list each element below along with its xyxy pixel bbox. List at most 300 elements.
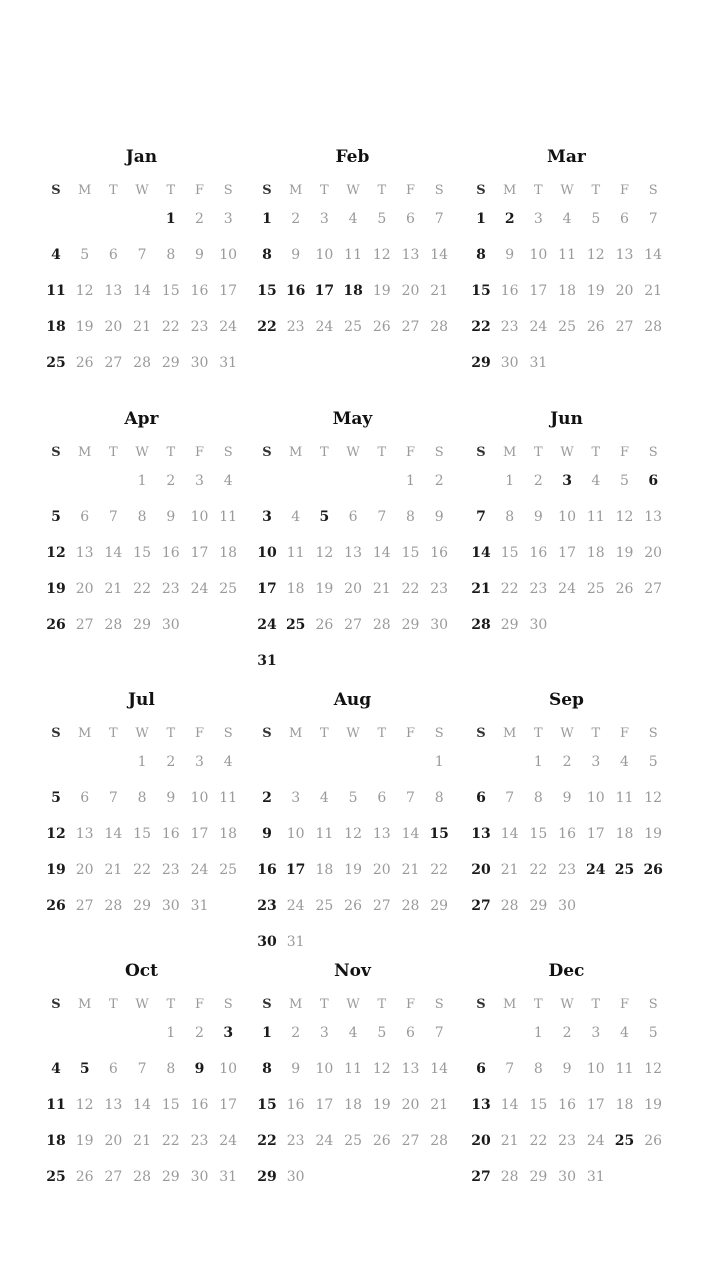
day-cell[interactable]: 27 bbox=[615, 319, 634, 335]
day-cell[interactable]: 14 bbox=[372, 545, 391, 561]
day-cell[interactable]: 19 bbox=[46, 581, 66, 597]
day-cell[interactable]: 29 bbox=[401, 617, 420, 633]
day-cell[interactable]: 12 bbox=[644, 790, 663, 806]
day-cell[interactable]: 26 bbox=[344, 898, 362, 914]
day-cell[interactable]: 12 bbox=[75, 283, 94, 299]
day-cell[interactable]: 3 bbox=[223, 211, 233, 227]
day-cell[interactable]: 4 bbox=[51, 247, 61, 263]
day-cell[interactable]: 28 bbox=[104, 617, 123, 633]
day-cell[interactable]: 18 bbox=[46, 1133, 66, 1149]
day-cell[interactable]: 10 bbox=[219, 247, 238, 263]
day-cell[interactable]: 25 bbox=[46, 1169, 66, 1185]
day-cell[interactable]: 4 bbox=[620, 1025, 629, 1041]
day-cell[interactable]: 7 bbox=[377, 509, 387, 525]
day-cell[interactable]: 21 bbox=[430, 1097, 449, 1113]
day-cell[interactable]: 10 bbox=[586, 790, 605, 806]
day-cell[interactable]: 15 bbox=[161, 283, 180, 299]
day-cell[interactable]: 16 bbox=[529, 545, 548, 561]
day-cell[interactable]: 1 bbox=[406, 473, 415, 489]
day-cell[interactable]: 27 bbox=[372, 898, 391, 914]
day-cell[interactable]: 12 bbox=[46, 826, 66, 842]
day-cell[interactable]: 12 bbox=[586, 247, 605, 263]
day-cell[interactable]: 16 bbox=[558, 1097, 576, 1113]
day-cell[interactable]: 6 bbox=[108, 247, 118, 263]
day-cell[interactable]: 13 bbox=[104, 1097, 123, 1113]
day-cell[interactable]: 16 bbox=[430, 545, 449, 561]
day-cell[interactable]: 20 bbox=[372, 862, 391, 878]
day-cell[interactable]: 10 bbox=[286, 826, 305, 842]
day-cell[interactable]: 23 bbox=[529, 581, 548, 597]
day-cell[interactable]: 7 bbox=[137, 1061, 147, 1077]
day-cell[interactable]: 8 bbox=[166, 1061, 176, 1077]
day-cell[interactable]: 2 bbox=[166, 473, 176, 489]
day-cell[interactable]: 1 bbox=[533, 1025, 543, 1041]
day-cell[interactable]: 21 bbox=[133, 1133, 151, 1149]
day-cell[interactable]: 5 bbox=[591, 211, 601, 227]
day-cell[interactable]: 30 bbox=[500, 355, 519, 371]
day-cell[interactable]: 30 bbox=[257, 934, 277, 950]
day-cell[interactable]: 11 bbox=[46, 283, 66, 299]
day-cell[interactable]: 19 bbox=[615, 545, 634, 561]
day-cell[interactable]: 13 bbox=[644, 509, 663, 525]
day-cell[interactable]: 9 bbox=[166, 509, 176, 525]
day-cell[interactable]: 22 bbox=[529, 1133, 548, 1149]
day-cell[interactable]: 7 bbox=[108, 790, 118, 806]
day-cell[interactable]: 20 bbox=[471, 862, 491, 878]
day-cell[interactable]: 1 bbox=[137, 473, 147, 489]
day-cell[interactable]: 18 bbox=[344, 1097, 362, 1113]
day-cell[interactable]: 15 bbox=[429, 826, 449, 842]
day-cell[interactable]: 6 bbox=[648, 473, 659, 489]
day-cell[interactable]: 29 bbox=[133, 898, 151, 914]
day-cell[interactable]: 11 bbox=[344, 1061, 362, 1077]
day-cell[interactable]: 18 bbox=[286, 581, 305, 597]
day-cell[interactable]: 17 bbox=[257, 581, 277, 597]
day-cell[interactable]: 13 bbox=[471, 1097, 491, 1113]
day-cell[interactable]: 25 bbox=[344, 319, 362, 335]
day-cell[interactable]: 3 bbox=[262, 509, 272, 525]
day-cell[interactable]: 5 bbox=[348, 790, 358, 806]
day-cell[interactable]: 18 bbox=[586, 545, 605, 561]
day-cell[interactable]: 17 bbox=[219, 1097, 238, 1113]
day-cell[interactable]: 15 bbox=[529, 1097, 548, 1113]
day-cell[interactable]: 22 bbox=[257, 319, 277, 335]
day-cell[interactable]: 11 bbox=[586, 509, 605, 525]
day-cell[interactable]: 5 bbox=[51, 509, 61, 525]
day-cell[interactable]: 20 bbox=[644, 545, 663, 561]
day-cell[interactable]: 12 bbox=[46, 545, 66, 561]
day-cell[interactable]: 21 bbox=[644, 283, 663, 299]
day-cell[interactable]: 13 bbox=[401, 247, 420, 263]
day-cell[interactable]: 8 bbox=[137, 790, 147, 806]
day-cell[interactable]: 25 bbox=[614, 862, 635, 878]
day-cell[interactable]: 31 bbox=[190, 898, 209, 914]
day-cell[interactable]: 9 bbox=[505, 247, 515, 263]
day-cell[interactable]: 24 bbox=[315, 1133, 334, 1149]
day-cell[interactable]: 14 bbox=[500, 1097, 519, 1113]
day-cell[interactable]: 7 bbox=[648, 211, 658, 227]
day-cell[interactable]: 12 bbox=[372, 247, 391, 263]
day-cell[interactable]: 27 bbox=[401, 1133, 420, 1149]
day-cell[interactable]: 8 bbox=[505, 509, 515, 525]
day-cell[interactable]: 11 bbox=[615, 790, 634, 806]
day-cell[interactable]: 22 bbox=[529, 862, 548, 878]
day-cell[interactable]: 11 bbox=[286, 545, 305, 561]
day-cell[interactable]: 7 bbox=[434, 1025, 444, 1041]
day-cell[interactable]: 1 bbox=[434, 754, 444, 770]
day-cell[interactable]: 19 bbox=[372, 1097, 391, 1113]
day-cell[interactable]: 29 bbox=[161, 1169, 180, 1185]
day-cell[interactable]: 7 bbox=[505, 1061, 515, 1077]
day-cell[interactable]: 26 bbox=[46, 617, 66, 633]
day-cell[interactable]: 19 bbox=[315, 581, 334, 597]
day-cell[interactable]: 3 bbox=[591, 754, 601, 770]
day-cell[interactable]: 19 bbox=[75, 1133, 94, 1149]
day-cell[interactable]: 3 bbox=[591, 1025, 601, 1041]
day-cell[interactable]: 5 bbox=[319, 509, 330, 525]
day-cell[interactable]: 13 bbox=[75, 826, 94, 842]
day-cell[interactable]: 26 bbox=[75, 1169, 94, 1185]
day-cell[interactable]: 2 bbox=[562, 754, 572, 770]
day-cell[interactable]: 17 bbox=[315, 1097, 334, 1113]
day-cell[interactable]: 31 bbox=[257, 653, 277, 669]
day-cell[interactable]: 29 bbox=[161, 355, 180, 371]
day-cell[interactable]: 18 bbox=[219, 826, 238, 842]
day-cell[interactable]: 21 bbox=[104, 862, 123, 878]
day-cell[interactable]: 3 bbox=[319, 1025, 329, 1041]
day-cell[interactable]: 17 bbox=[314, 283, 335, 299]
day-cell[interactable]: 22 bbox=[161, 1133, 180, 1149]
day-cell[interactable]: 13 bbox=[401, 1061, 420, 1077]
day-cell[interactable]: 24 bbox=[529, 319, 548, 335]
day-cell[interactable]: 4 bbox=[591, 473, 601, 489]
day-cell[interactable]: 22 bbox=[471, 319, 491, 335]
day-cell[interactable]: 10 bbox=[558, 509, 576, 525]
day-cell[interactable]: 14 bbox=[133, 1097, 151, 1113]
day-cell[interactable]: 16 bbox=[558, 826, 576, 842]
day-cell[interactable]: 6 bbox=[406, 211, 415, 227]
day-cell[interactable]: 24 bbox=[315, 319, 334, 335]
day-cell[interactable]: 15 bbox=[257, 283, 277, 299]
day-cell[interactable]: 23 bbox=[286, 319, 305, 335]
day-cell[interactable]: 28 bbox=[133, 1169, 151, 1185]
day-cell[interactable]: 29 bbox=[257, 1169, 277, 1185]
day-cell[interactable]: 3 bbox=[319, 211, 329, 227]
day-cell[interactable]: 2 bbox=[195, 211, 204, 227]
day-cell[interactable]: 28 bbox=[430, 319, 449, 335]
day-cell[interactable]: 26 bbox=[75, 355, 94, 371]
day-cell[interactable]: 5 bbox=[377, 211, 387, 227]
day-cell[interactable]: 24 bbox=[219, 319, 238, 335]
day-cell[interactable]: 9 bbox=[262, 826, 272, 842]
day-cell[interactable]: 24 bbox=[219, 1133, 238, 1149]
day-cell[interactable]: 26 bbox=[615, 581, 634, 597]
day-cell[interactable]: 9 bbox=[434, 509, 444, 525]
day-cell[interactable]: 28 bbox=[500, 1169, 519, 1185]
day-cell[interactable]: 27 bbox=[104, 355, 123, 371]
day-cell[interactable]: 19 bbox=[586, 283, 605, 299]
day-cell[interactable]: 13 bbox=[344, 545, 362, 561]
day-cell[interactable]: 17 bbox=[558, 545, 576, 561]
day-cell[interactable]: 4 bbox=[348, 1025, 358, 1041]
day-cell[interactable]: 19 bbox=[344, 862, 362, 878]
day-cell[interactable]: 16 bbox=[500, 283, 519, 299]
day-cell[interactable]: 26 bbox=[586, 319, 605, 335]
day-cell[interactable]: 6 bbox=[108, 1061, 118, 1077]
day-cell[interactable]: 1 bbox=[166, 1025, 176, 1041]
day-cell[interactable]: 3 bbox=[195, 473, 204, 489]
day-cell[interactable]: 6 bbox=[620, 211, 629, 227]
day-cell[interactable]: 24 bbox=[286, 898, 305, 914]
day-cell[interactable]: 4 bbox=[562, 211, 572, 227]
day-cell[interactable]: 28 bbox=[133, 355, 151, 371]
day-cell[interactable]: 18 bbox=[343, 283, 363, 299]
day-cell[interactable]: 4 bbox=[620, 754, 629, 770]
day-cell[interactable]: 11 bbox=[219, 790, 238, 806]
day-cell[interactable]: 6 bbox=[348, 509, 358, 525]
day-cell[interactable]: 12 bbox=[344, 826, 362, 842]
day-cell[interactable]: 5 bbox=[648, 1025, 658, 1041]
day-cell[interactable]: 15 bbox=[500, 545, 519, 561]
day-cell[interactable]: 15 bbox=[401, 545, 420, 561]
day-cell[interactable]: 17 bbox=[285, 862, 306, 878]
day-cell[interactable]: 16 bbox=[161, 826, 180, 842]
day-cell[interactable]: 20 bbox=[75, 862, 94, 878]
day-cell[interactable]: 25 bbox=[344, 1133, 362, 1149]
day-cell[interactable]: 2 bbox=[262, 790, 272, 806]
day-cell[interactable]: 18 bbox=[315, 862, 334, 878]
day-cell[interactable]: 13 bbox=[104, 283, 123, 299]
day-cell[interactable]: 16 bbox=[161, 545, 180, 561]
day-cell[interactable]: 4 bbox=[223, 754, 233, 770]
day-cell[interactable]: 8 bbox=[262, 247, 272, 263]
day-cell[interactable]: 8 bbox=[166, 247, 176, 263]
day-cell[interactable]: 2 bbox=[533, 473, 543, 489]
day-cell[interactable]: 26 bbox=[46, 898, 66, 914]
day-cell[interactable]: 24 bbox=[586, 862, 606, 878]
day-cell[interactable]: 2 bbox=[291, 1025, 301, 1041]
day-cell[interactable]: 7 bbox=[108, 509, 118, 525]
day-cell[interactable]: 23 bbox=[430, 581, 449, 597]
day-cell[interactable]: 1 bbox=[505, 473, 515, 489]
day-cell[interactable]: 12 bbox=[615, 509, 634, 525]
day-cell[interactable]: 11 bbox=[558, 247, 576, 263]
day-cell[interactable]: 20 bbox=[104, 1133, 123, 1149]
day-cell[interactable]: 22 bbox=[133, 862, 151, 878]
day-cell[interactable]: 6 bbox=[80, 509, 90, 525]
day-cell[interactable]: 11 bbox=[615, 1061, 634, 1077]
day-cell[interactable]: 25 bbox=[586, 581, 605, 597]
day-cell[interactable]: 7 bbox=[505, 790, 515, 806]
day-cell[interactable]: 11 bbox=[219, 509, 238, 525]
day-cell[interactable]: 20 bbox=[344, 581, 362, 597]
day-cell[interactable]: 22 bbox=[161, 319, 180, 335]
day-cell[interactable]: 15 bbox=[471, 283, 491, 299]
day-cell[interactable]: 2 bbox=[504, 211, 515, 227]
day-cell[interactable]: 19 bbox=[46, 862, 66, 878]
day-cell[interactable]: 1 bbox=[262, 1025, 272, 1041]
day-cell[interactable]: 5 bbox=[80, 247, 90, 263]
day-cell[interactable]: 16 bbox=[190, 1097, 209, 1113]
day-cell[interactable]: 21 bbox=[133, 319, 151, 335]
day-cell[interactable]: 8 bbox=[137, 509, 147, 525]
day-cell[interactable]: 10 bbox=[586, 1061, 605, 1077]
day-cell[interactable]: 28 bbox=[644, 319, 663, 335]
day-cell[interactable]: 15 bbox=[133, 826, 151, 842]
day-cell[interactable]: 2 bbox=[195, 1025, 204, 1041]
day-cell[interactable]: 31 bbox=[219, 1169, 238, 1185]
day-cell[interactable]: 11 bbox=[46, 1097, 66, 1113]
day-cell[interactable]: 29 bbox=[430, 898, 449, 914]
day-cell[interactable]: 19 bbox=[75, 319, 94, 335]
day-cell[interactable]: 5 bbox=[648, 754, 658, 770]
day-cell[interactable]: 18 bbox=[615, 1097, 634, 1113]
day-cell[interactable]: 27 bbox=[471, 898, 491, 914]
day-cell[interactable]: 29 bbox=[529, 898, 548, 914]
day-cell[interactable]: 21 bbox=[500, 1133, 519, 1149]
day-cell[interactable]: 27 bbox=[401, 319, 420, 335]
day-cell[interactable]: 6 bbox=[377, 790, 387, 806]
day-cell[interactable]: 18 bbox=[615, 826, 634, 842]
day-cell[interactable]: 1 bbox=[476, 211, 486, 227]
day-cell[interactable]: 14 bbox=[430, 1061, 449, 1077]
day-cell[interactable]: 9 bbox=[291, 1061, 301, 1077]
day-cell[interactable]: 23 bbox=[558, 862, 576, 878]
day-cell[interactable]: 3 bbox=[223, 1025, 234, 1041]
day-cell[interactable]: 30 bbox=[286, 1169, 305, 1185]
day-cell[interactable]: 23 bbox=[558, 1133, 576, 1149]
day-cell[interactable]: 24 bbox=[190, 581, 209, 597]
day-cell[interactable]: 9 bbox=[533, 509, 543, 525]
day-cell[interactable]: 10 bbox=[219, 1061, 238, 1077]
day-cell[interactable]: 21 bbox=[401, 862, 420, 878]
day-cell[interactable]: 16 bbox=[285, 283, 306, 299]
day-cell[interactable]: 17 bbox=[190, 545, 209, 561]
day-cell[interactable]: 19 bbox=[644, 826, 663, 842]
day-cell[interactable]: 20 bbox=[75, 581, 94, 597]
day-cell[interactable]: 17 bbox=[219, 283, 238, 299]
day-cell[interactable]: 23 bbox=[286, 1133, 305, 1149]
day-cell[interactable]: 2 bbox=[562, 1025, 572, 1041]
day-cell[interactable]: 25 bbox=[558, 319, 576, 335]
day-cell[interactable]: 21 bbox=[430, 283, 449, 299]
day-cell[interactable]: 5 bbox=[51, 790, 61, 806]
day-cell[interactable]: 14 bbox=[401, 826, 420, 842]
day-cell[interactable]: 27 bbox=[471, 1169, 491, 1185]
day-cell[interactable]: 26 bbox=[372, 319, 391, 335]
day-cell[interactable]: 30 bbox=[558, 898, 576, 914]
day-cell[interactable]: 25 bbox=[46, 355, 66, 371]
day-cell[interactable]: 1 bbox=[165, 211, 176, 227]
day-cell[interactable]: 25 bbox=[219, 581, 238, 597]
day-cell[interactable]: 18 bbox=[558, 283, 576, 299]
day-cell[interactable]: 19 bbox=[644, 1097, 663, 1113]
day-cell[interactable]: 20 bbox=[615, 283, 634, 299]
day-cell[interactable]: 30 bbox=[558, 1169, 576, 1185]
day-cell[interactable]: 5 bbox=[377, 1025, 387, 1041]
day-cell[interactable]: 4 bbox=[319, 790, 329, 806]
day-cell[interactable]: 1 bbox=[533, 754, 543, 770]
day-cell[interactable]: 18 bbox=[46, 319, 66, 335]
day-cell[interactable]: 5 bbox=[620, 473, 629, 489]
day-cell[interactable]: 26 bbox=[644, 1133, 663, 1149]
day-cell[interactable]: 24 bbox=[257, 617, 277, 633]
day-cell[interactable]: 29 bbox=[529, 1169, 548, 1185]
day-cell[interactable]: 28 bbox=[372, 617, 391, 633]
day-cell[interactable]: 29 bbox=[133, 617, 151, 633]
day-cell[interactable]: 16 bbox=[286, 1097, 305, 1113]
day-cell[interactable]: 13 bbox=[615, 247, 634, 263]
day-cell[interactable]: 21 bbox=[372, 581, 391, 597]
day-cell[interactable]: 13 bbox=[75, 545, 94, 561]
day-cell[interactable]: 22 bbox=[257, 1133, 277, 1149]
day-cell[interactable]: 7 bbox=[434, 211, 444, 227]
day-cell[interactable]: 23 bbox=[190, 319, 209, 335]
day-cell[interactable]: 7 bbox=[476, 509, 486, 525]
day-cell[interactable]: 25 bbox=[285, 617, 306, 633]
day-cell[interactable]: 23 bbox=[161, 862, 180, 878]
day-cell[interactable]: 4 bbox=[291, 509, 301, 525]
day-cell[interactable]: 9 bbox=[194, 1061, 205, 1077]
day-cell[interactable]: 3 bbox=[533, 211, 543, 227]
day-cell[interactable]: 4 bbox=[223, 473, 233, 489]
day-cell[interactable]: 12 bbox=[644, 1061, 663, 1077]
day-cell[interactable]: 15 bbox=[257, 1097, 277, 1113]
day-cell[interactable]: 21 bbox=[471, 581, 491, 597]
day-cell[interactable]: 8 bbox=[262, 1061, 272, 1077]
day-cell[interactable]: 28 bbox=[104, 898, 123, 914]
day-cell[interactable]: 31 bbox=[219, 355, 238, 371]
day-cell[interactable]: 28 bbox=[401, 898, 420, 914]
day-cell[interactable]: 9 bbox=[166, 790, 176, 806]
day-cell[interactable]: 1 bbox=[137, 754, 147, 770]
day-cell[interactable]: 30 bbox=[161, 617, 180, 633]
day-cell[interactable]: 12 bbox=[75, 1097, 94, 1113]
day-cell[interactable]: 17 bbox=[190, 826, 209, 842]
day-cell[interactable]: 30 bbox=[430, 617, 449, 633]
day-cell[interactable]: 21 bbox=[104, 581, 123, 597]
day-cell[interactable]: 20 bbox=[104, 319, 123, 335]
day-cell[interactable]: 7 bbox=[406, 790, 415, 806]
day-cell[interactable]: 22 bbox=[133, 581, 151, 597]
day-cell[interactable]: 13 bbox=[471, 826, 491, 842]
day-cell[interactable]: 10 bbox=[315, 247, 334, 263]
day-cell[interactable]: 26 bbox=[643, 862, 663, 878]
day-cell[interactable]: 26 bbox=[315, 617, 334, 633]
day-cell[interactable]: 4 bbox=[348, 211, 358, 227]
day-cell[interactable]: 9 bbox=[291, 247, 301, 263]
day-cell[interactable]: 30 bbox=[529, 617, 548, 633]
day-cell[interactable]: 10 bbox=[190, 790, 209, 806]
day-cell[interactable]: 3 bbox=[562, 473, 572, 489]
day-cell[interactable]: 19 bbox=[372, 283, 391, 299]
day-cell[interactable]: 10 bbox=[529, 247, 548, 263]
day-cell[interactable]: 15 bbox=[133, 545, 151, 561]
day-cell[interactable]: 3 bbox=[195, 754, 204, 770]
day-cell[interactable]: 17 bbox=[529, 283, 548, 299]
day-cell[interactable]: 31 bbox=[529, 355, 548, 371]
day-cell[interactable]: 25 bbox=[219, 862, 238, 878]
day-cell[interactable]: 6 bbox=[80, 790, 90, 806]
day-cell[interactable]: 17 bbox=[586, 826, 605, 842]
day-cell[interactable]: 14 bbox=[644, 247, 663, 263]
day-cell[interactable]: 28 bbox=[500, 898, 519, 914]
day-cell[interactable]: 20 bbox=[401, 1097, 420, 1113]
day-cell[interactable]: 8 bbox=[476, 247, 486, 263]
day-cell[interactable]: 11 bbox=[315, 826, 334, 842]
day-cell[interactable]: 2 bbox=[166, 754, 176, 770]
day-cell[interactable]: 27 bbox=[75, 898, 94, 914]
